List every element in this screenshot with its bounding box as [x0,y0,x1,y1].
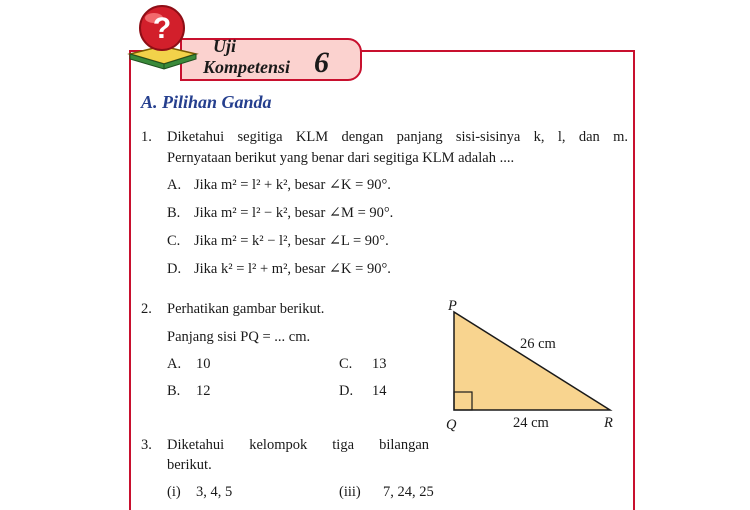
hypotenuse-label: 26 cm [520,336,556,352]
q2-option-b-label: B. [167,383,181,399]
header-kompetensi: Kompetensi [203,57,291,77]
q3-item-iii: 7, 24, 25 [383,484,434,500]
header-number: 6 [314,46,329,79]
q3-item-i: 3, 4, 5 [196,484,233,500]
triangle-shape [454,312,610,410]
q2-line2: Panjang sisi PQ = ... cm. [167,329,311,345]
q3-line2: berikut. [167,457,212,473]
q3-number: 3. [141,437,152,453]
vertex-q-label: Q [446,417,457,433]
q2-option-a-label: A. [167,356,182,372]
vertex-p-label: P [448,298,457,314]
question-book-icon [124,2,204,72]
q3-line1: Diketahui kelompok tiga bilangan [167,437,429,453]
q2-number: 2. [141,301,152,317]
q1-option-a: Jika m² = l² + k², besar ∠K = 90°. [194,177,391,193]
q2-option-a: 10 [196,356,211,372]
triangle-pqr-figure [440,296,625,436]
q1-option-d: Jika k² = l² + m², besar ∠K = 90°. [194,261,391,277]
q2-option-d: 14 [372,383,387,399]
q3-item-i-label: (i) [167,484,181,500]
q1-option-b-label: B. [167,205,181,221]
q1-line1: Diketahui segitiga KLM dengan panjang sisi-sisinya k, l, dan m. [167,129,628,145]
q1-option-c-label: C. [167,233,181,249]
q1-line2: Pernyataan berikut yang benar dari segitiga KLM adalah .... [167,150,515,166]
q2-option-d-label: D. [339,383,354,399]
q1-option-d-label: D. [167,261,182,277]
svg-text:?: ? [152,12,172,45]
q2-line1: Perhatikan gambar berikut. [167,301,325,317]
q2-option-c: 13 [372,356,387,372]
q1-option-c: Jika m² = k² − l², besar ∠L = 90°. [194,233,389,249]
q1-option-a-label: A. [167,177,182,193]
base-label: 24 cm [513,415,549,431]
q2-option-b: 12 [196,383,211,399]
q2-option-c-label: C. [339,356,353,372]
q3-item-iii-label: (iii) [339,484,361,500]
q1-option-b: Jika m² = l² − k², besar ∠M = 90°. [194,205,394,221]
q1-number: 1. [141,129,152,145]
vertex-r-label: R [604,415,613,431]
header-uji: Uji [213,36,237,56]
section-title: A. Pilihan Ganda [141,92,272,112]
